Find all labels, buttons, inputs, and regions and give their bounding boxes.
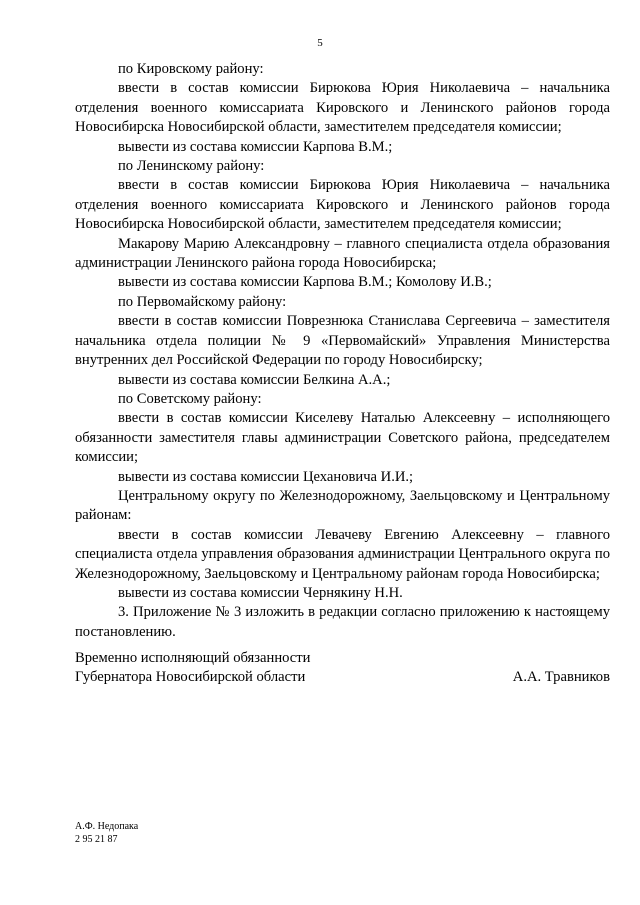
- paragraph: ввести в состав комиссии Поврезнюка Станислава Сергеевича – заместителя начальника отдела полиции № 9 «Первомайский» Управления Министерства внутренних дел Российской Федерации по городу Новосибирску;: [75, 313, 610, 369]
- paragraph: вывести из состава комиссии Цехановича И.И.;: [118, 468, 414, 485]
- paragraph: ввести в состав комиссии Бирюкова Юрия Николаевича – начальника отделения военного комиссариата Кировского и Ленинского районов города Новосибирска Новосибирской области, заместителем председателя комиссии;: [75, 80, 610, 136]
- executor-phone: 2 95 21 87: [75, 834, 118, 845]
- paragraph: по Кировскому району:: [118, 61, 264, 77]
- paragraph: Центральному округу по Железнодорожному, Заельцовскому и Центральному районам:: [75, 487, 610, 524]
- executor-name: А.Ф. Недопака: [75, 821, 139, 832]
- signature-row: [75, 668, 610, 687]
- paragraph: по Ленинскому району:: [118, 158, 265, 175]
- paragraph: по Советскому району:: [118, 390, 262, 407]
- signer-position-line-1: Временно исполняющий обязанности: [75, 650, 311, 666]
- signer-position-line-2: Губернатора Новосибирской области: [75, 669, 306, 686]
- paragraph: 3. Приложение № 3 изложить в редакции согласно приложению к настоящему постановлению.: [75, 604, 610, 640]
- paragraph: вывести из состава комиссии Карпова В.М.;: [118, 138, 393, 155]
- paragraph: вывести из состава комиссии Карпова В.М.; Комолову И.В.;: [118, 274, 492, 291]
- paragraph: ввести в состав комиссии Левачеву Евгению Алексеевну – главного специалиста отдела управления образования администрации Центрального округа по Железнодорожному, Заельцовскому и Центральному районам города Новосибирска;: [75, 526, 610, 582]
- signer-name: А.А. Травников: [512, 669, 610, 686]
- paragraph: Макарову Марию Александровну – главного специалиста отдела образования администрации Ленинского района города Новосибирска;: [75, 235, 610, 272]
- document-body: [75, 60, 610, 642]
- page-number: 5: [317, 37, 323, 49]
- executor-block: [75, 820, 138, 846]
- signature-block: [75, 649, 610, 688]
- paragraph: вывести из состава комиссии Белкина А.А.;: [118, 371, 391, 388]
- paragraph: ввести в состав комиссии Киселеву Наталью Алексеевну – исполняющего обязанности заместителя главы администрации Советского района, председателем комиссии;: [75, 410, 610, 466]
- paragraph: ввести в состав комиссии Бирюкова Юрия Николаевича – начальника отделения военного комиссариата Кировского и Ленинского районов города Новосибирска Новосибирской области, заместителем председателя комиссии;: [75, 177, 610, 233]
- paragraph: вывести из состава комиссии Чернякину Н.Н.: [118, 584, 403, 601]
- paragraph: по Первомайскому району:: [118, 293, 287, 310]
